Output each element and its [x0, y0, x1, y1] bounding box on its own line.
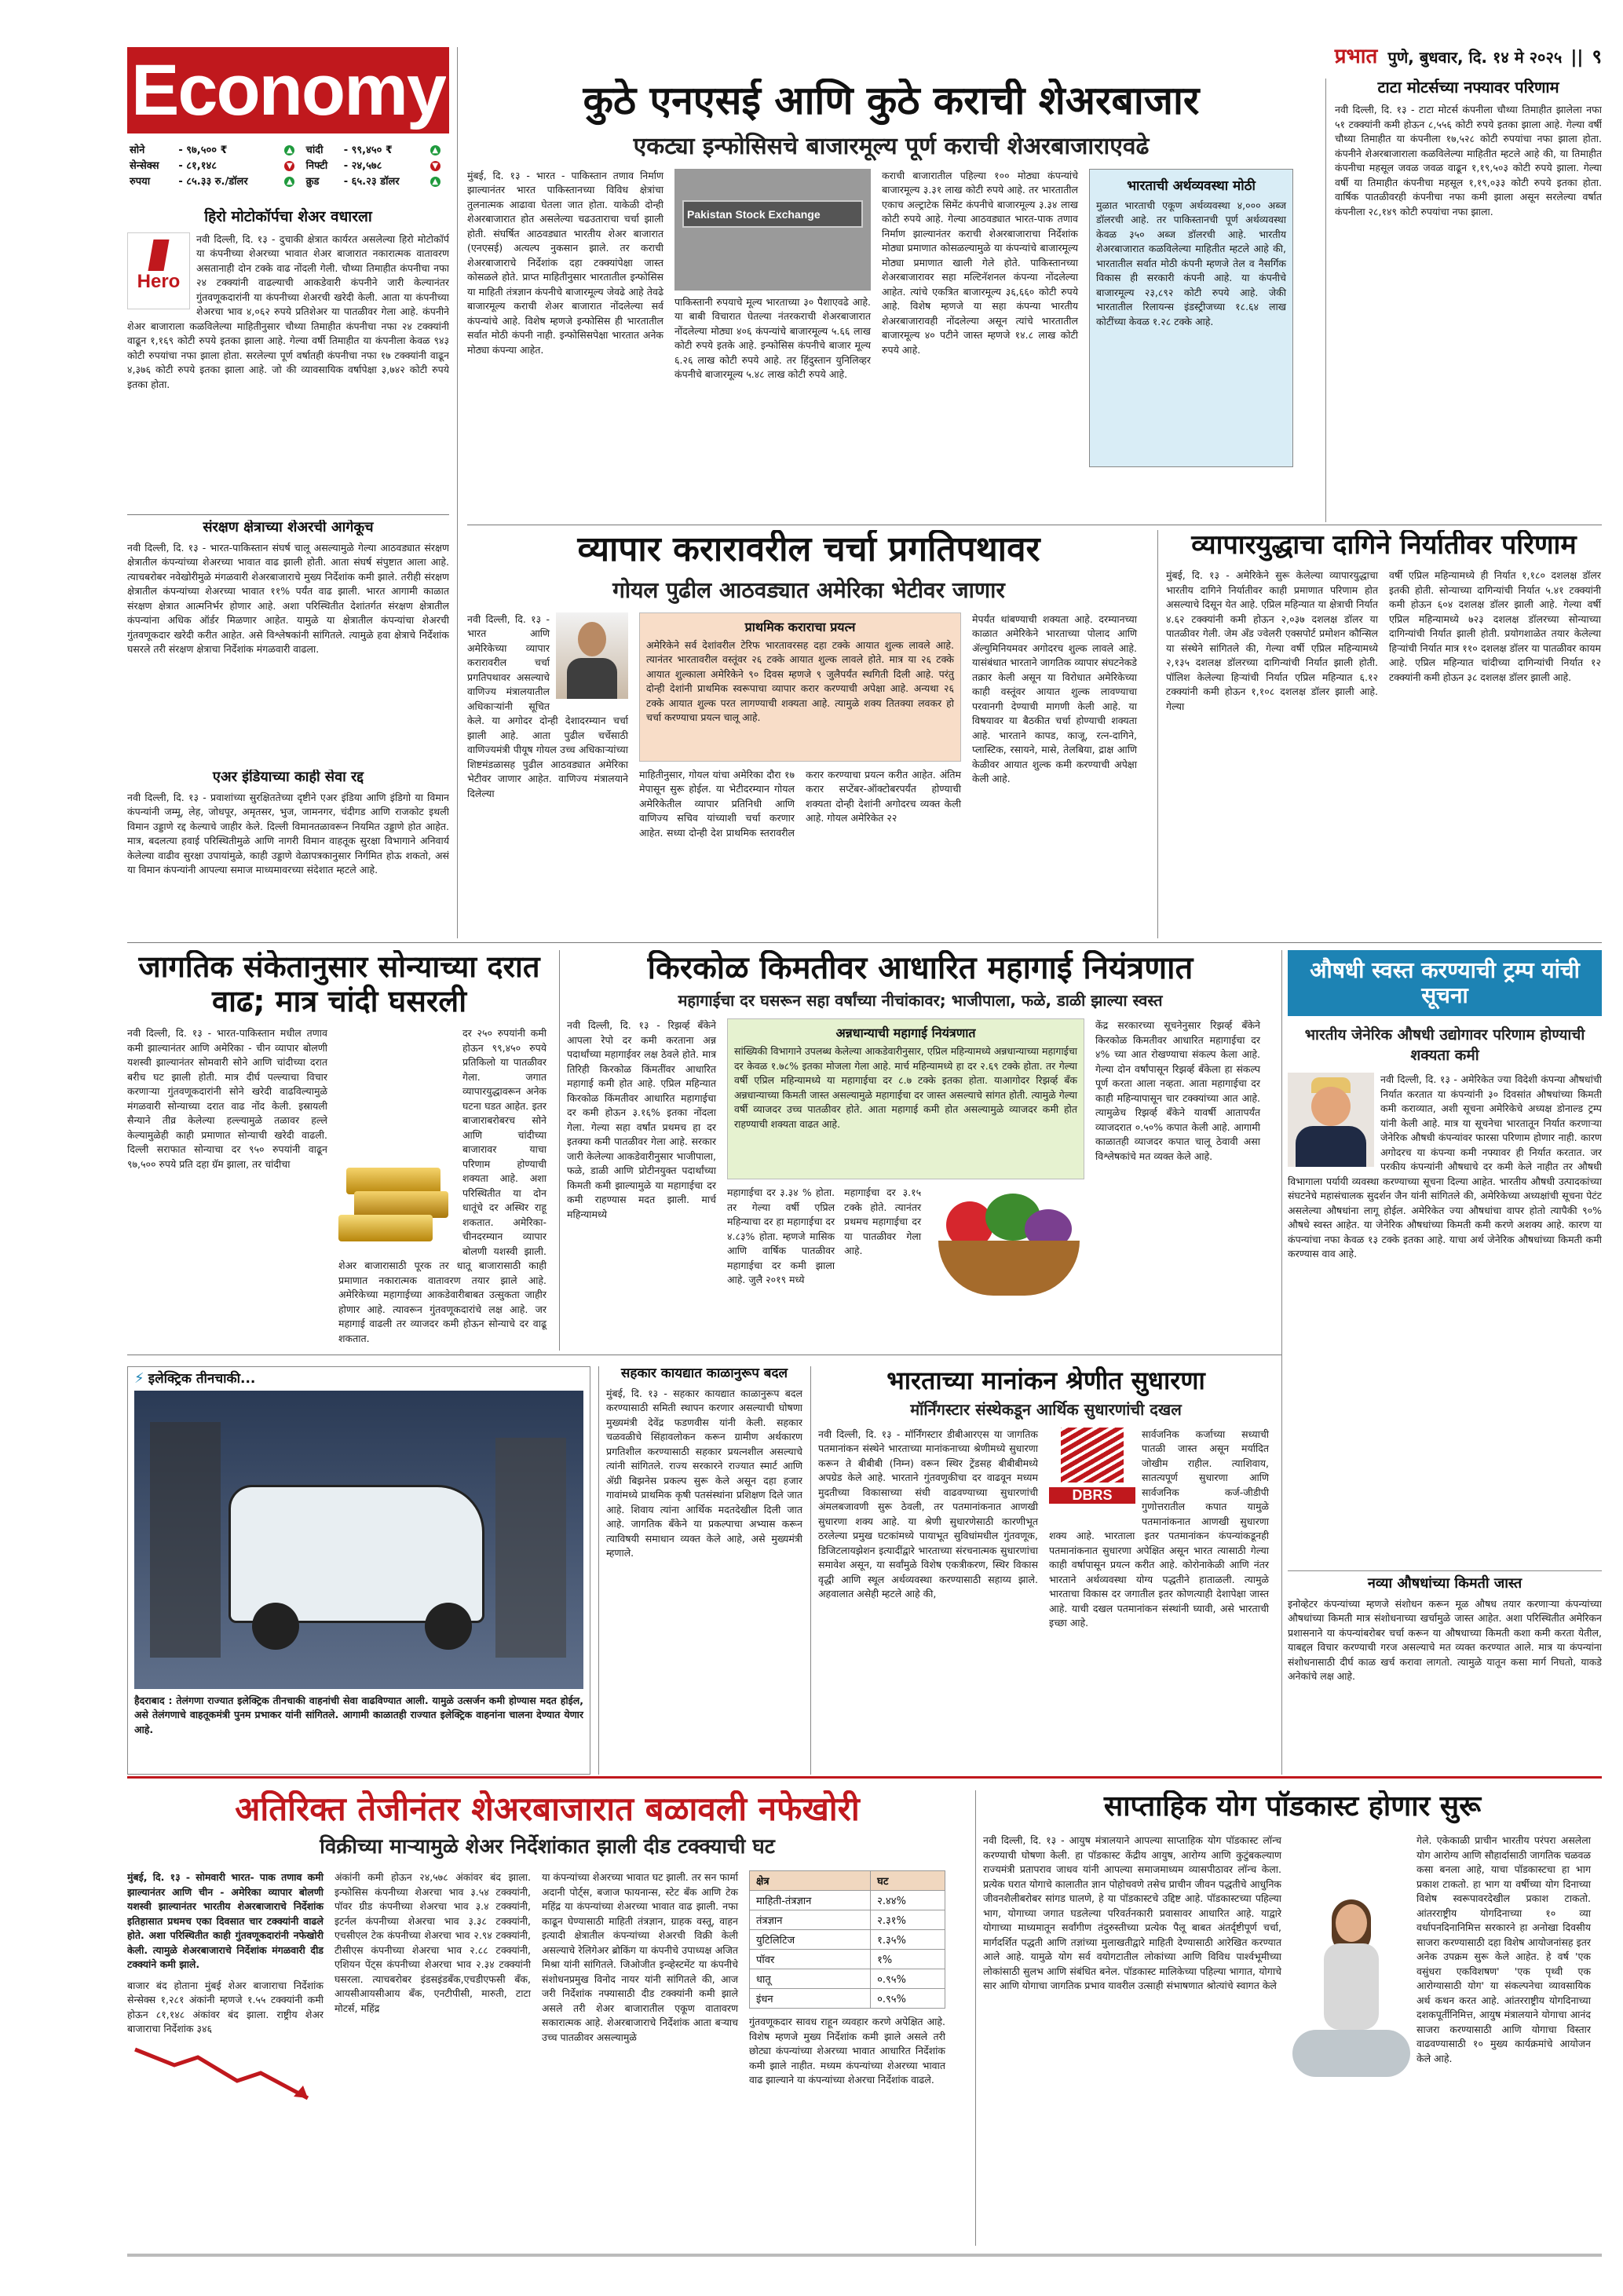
- defence-headline: संरक्षण क्षेत्राच्या शेअरची आगेकूच: [203, 520, 374, 536]
- inflation-box: [727, 1018, 1084, 1179]
- lead-col-3: कराची बाजारातील पहिल्या १०० मोठ्या कंपन्यांचे बाजारमूल्य ३.३१ लाख कोटी रुपये आहे. तर भारतातील एकाच अल्ट्राटेक सिमेंट कंपनीचे बाजारमूल्य ३.३४ लाख कोटी रुपये आहे. गेल्या आठवड्यात भारत-पाक तणाव निर्माण झाल्यानंतर कराची शेअरबाजाराचा निर्देशांक मोठ्या प्रमाणात कोसळल्यामुळे या कंपन्यांचे बाजारमूल्य मोठ्या प्रमाणात खाली गेले होते. पाकिस्तानच्या शेअरबाजारावर सहा मल्टिनॅशनल कंपन्या नोंदलेल्या आहेत. त्यांचे एकत्रित बाजारमूल्य ३६,६६० कोटी रुपये आहे. विशेष म्हणजे या सहा कंपन्या भारतीय शेअरबाजारावही नोंदलेल्या असून त्यांचे भारतातील बाजारमूल्य ४० पटीने जास्त म्हणजे १४.८ लाख कोटी रुपये आहे.: [882, 169, 1078, 356]
- profit-subheadline: विक्रीच्या माऱ्यामुळे शेअर निर्देशांकात झाली दीड टक्क्याची घट: [320, 1835, 775, 1859]
- rating-headline: भारताच्या मानांकन श्रेणीत सुधारणा: [886, 1366, 1205, 1395]
- trade-headline: व्यापार करारावरील चर्चा प्रगतिपथावर: [577, 530, 1040, 569]
- vegetable-basket-image: [930, 1186, 1084, 1303]
- yoga-article: [983, 1790, 1602, 2246]
- photo-sign-text: Pakistan Stock Exchange: [687, 207, 821, 221]
- hero-body: नवी दिल्ली, दि. १३ - दुचाकी क्षेत्रात कार्यरत असलेल्या हिरो मोटोकॉर्प या कंपनीच्या शेअरच्या भावात शेअर बाजारात नकारात्मक वातावरण असतानाही दोन टक्के वाढ नोंदली गेली. चौथ्या तिमाहीत कंपनीचा नफा २४ टक्क्यांनी वाढल्याची आकडेवारी कंपनीने जारी केल्यानंतर गुंतवणूकदारांनी या कंपनीच्या शेअरची खरेदी केली. आता या कंपनीच्या शेअरचा भाव ४,०६२ रुपये प्रतिशेअर या पातळीवर गेला आहे. कंपनीने शेअर बाजाराला कळविलेल्या माहितीनुसार चौथ्या तिमाहीत कंपनीचा नफा २४ टक्क्यांनी वाढून १,१६९ कोटी रुपये इतका झाला आहे. गेल्या वर्षी तिमाहीत या कंपनीला केवळ ९४३ कोटी रुपयांचा नफा झाला होता. सरलेल्या पूर्ण वर्षातही कंपनीचा नफा १७ टक्क्यांनी वाढून ४,३७६ कोटी रुपये इतका झाला आहे. जो की व्यावसायिक वर्षापेक्षा ३,७४२ कोटी रुपये इतका होता.: [127, 232, 449, 390]
- coop-headline: सहकार कायद्यात काळानुरूप बदल: [620, 1366, 788, 1381]
- jewel-col-2: वर्षी एप्रिल महिन्यामध्ये ही निर्यात १,१८० दशलक्ष डॉलर इतकी होती. सोन्याच्या दागिन्यांची निर्यात ५.४१ टक्क्यांनी कमी होऊन ६०४ दशलक्ष डॉलर झाली आहे. गेल्या वर्षी एप्रिल महिन्यामध्ये ७२३ दशलक्ष डॉलरच्या सोन्याच्या दागिन्यांची निर्यात झाली होती. प्रयोगशाळेत तयार केलेल्या हिऱ्यांची निर्यात मात्र ११० दशलक्ष डॉलर या पातळीवर कायम आहे. एप्रिल महिन्यात चांदीच्या दागिन्यांची निर्यात १२ टक्क्यांनी कमी होऊन ३८ दशलक्ष डॉलर झाली आहे.: [1389, 569, 1601, 683]
- gold-headline: जागतिक संकेतानुसार सोन्याच्या दरात वाढ; मात्र चांदी घसरली: [138, 950, 540, 1018]
- gold-col-1: नवी दिल्ली, दि. १३ - भारत-पाकिस्तान मधील तणाव कमी झाल्यानंतर आणि अमेरिका - चीन व्यापार बोलणी यशस्वी झाल्यानंतर सोमवारी सोने आणि चांदीच्या दरात बरीच घट झाली होती. मात्र दीर्घ पल्ल्याचा विचार करणाऱ्या गुंतवणूकदारांनी सोने खरेदी वाढविल्यामुळे मंगळवारी सोन्याच्या दरात वाढ नोंद केली. इस्रायली सैन्याने तीव्र केलेल्या हल्ल्यामुळे तळावर हल्ले केल्यामुळेही काही प्रमाणात सोन्याची खरेदी वाढली. दिल्ली सराफात सोन्याचा दर ९५० रुपयांनी वाढून ९७,५०० रुपये प्रति दहा ग्रॅम झाला, तर चांदीचा: [127, 1027, 327, 1170]
- brand-name: प्रभात: [1334, 45, 1378, 68]
- arrow-up-icon: ▲: [430, 145, 440, 155]
- yoga-headline: साप्ताहिक योग पॉडकास्ट होणार सुरू: [1103, 1790, 1482, 1823]
- ev-headline: इलेक्ट्रिक तीनचाकी...: [148, 1371, 256, 1387]
- market-value: - ९९,४५० ₹: [343, 144, 393, 156]
- jewel-headline: व्यापारयुद्धाचा दागिने निर्यातीवर परिणाम: [1191, 530, 1577, 561]
- table-row: माहिती-तंत्रज्ञान २.४४%: [750, 1891, 945, 1910]
- sector-decline-table: [749, 1870, 945, 2009]
- lead-article: [467, 79, 1315, 526]
- ev-caption: हैदराबाद : तेलंगणा राज्यात इलेक्ट्रिक तीनचाकी वाहनांची सेवा वाढविण्यात आली. यामुळे उत्सर्जन कमी होण्यास मदत होईल, असे तेलंगणाचे वाहतूकमंत्री पुनम प्रभाकर यांनी सांगितले. आगामी काळातही राज्यात इलेक्ट्रिक वाहनांना चालना देण्यात येणार आहे.: [134, 1694, 583, 1735]
- inflation-col-3: महागाईचा दर ३.१५ टक्के होते. त्यानंतर प्रथमच महागाईचा दर या पातळीवर गेला आहे.: [844, 1186, 922, 1256]
- inflation-headline: किरकोळ किमतीवर आधारित महागाई नियंत्रणात: [647, 950, 1193, 986]
- trade-box-title: प्राथमिक कराराचा प्रयत्न: [744, 619, 856, 634]
- market-value: - ८५.३३ रु./डॉलर: [178, 176, 248, 188]
- arrow-up-icon: ▲: [430, 177, 440, 187]
- market-name: सोने: [130, 144, 145, 156]
- trump-title-box: [1288, 950, 1602, 1016]
- lead-sidebox-title: भारताची अर्थव्यवस्था मोठी: [1127, 177, 1256, 194]
- ev-title-bar: [128, 1367, 590, 1391]
- rating-col-2: सार्वजनिक कर्जाच्या सध्याची पातळी जास्त असून मर्यादित जोखीम राहील. त्याशिवाय, सातत्यपूर्ण सुधारणा आणि सार्वजनिक कर्ज-जीडीपी गुणोत्तरातील कपात यामुळे पतमानांकनात आणखी सुधारणा शक्य आहे. भारताला इतर पतमानांकन कंपन्यांकडूनही पतमानांकनात सुधारणा अपेक्षित असून भारत त्यासाठी गेल्या काही वर्षापासून प्रयत्न करीत आहे. कोरोनाकेळी आणि नंतर भारताने अर्थव्यवस्था योग्य पद्धतीने हाताळली. त्यामुळे भारताचा विकास दर जगातील इतर कोणत्याही देशापेक्षा जास्त आहे. याची दखल पतमानांकन संस्थांनी घ्यावी, असे भारताची इच्छा आहे.: [1049, 1428, 1269, 1629]
- profit-article: [127, 1790, 967, 2246]
- lead-sidebox: [1089, 169, 1293, 467]
- inflation-subheadline: महागाईचा दर घसरून सहा वर्षांच्या नीचांकावर; भाजीपाला, फळे, डाळी झाल्या स्वस्त: [678, 991, 1163, 1010]
- profit-col-2: अंकांनी कमी होऊन २४,५७८ अंकांवर बंद झाला. इन्फोसिस कंपनीच्या शेअरचा भाव ३.५४ टक्क्यांनी, पॉवर ग्रीड कंपनीच्या शेअरचा भाव ३.४ टक्क्यांनी, इटर्नल कंपनीच्या शेअरचा भाव ३.३८ टक्क्यांनी, एचसीएल टेक कंपनीच्या शेअरचा भाव २.९४ टक्क्यांनी, टीसीएस कंपनीच्या शेअरचा भाव २.८८ टक्क्यांनी, एशियन पेंट्स कंपनीच्या शेअरचा भाव २.३४ टक्क्यांनी घसरला. त्याचबरोबर इंडसइंडबँक,एचडीएफसी बँक, आयसीआयसीआय बँक, एनटीपीसी, मारुती, टाटा मोटर्स, महिंद्र: [334, 1871, 531, 2014]
- table-row: इंधन ०.९५%: [750, 1989, 945, 2009]
- gold-col-2: दर २५० रुपयांनी कमी होऊन ९९,४५० रुपये प्रतिकिलो या पातळीवर गेला. जगात व्यापारयुद्धावरून अनेक घटना घडत आहेत. इतर बाजाराबरोबरच सोने आणि चांदीच्या बाजारावर याचा परिणाम होण्याची शक्यता आहे. अशा परिस्थितीत या दोन धातूंचे दर अस्थिर राहू शकतात. अमेरिका-चीनदरम्यान व्यापार बोलणी यशस्वी झाली. शेअर बाजारासाठी पूरक तर धातू बाजारासाठी काही प्रमाणात नकारात्मक वातावरण तयार झाले आहे. अमेरिकेच्या महागाईच्या आकडेवारीबाबत उत्सुकता जाहीर होणार आहे. त्यावरून गुंतवणूकदारांचे लक्ष आहे. जर महागाई वाढली तर व्याजदर कमी होऊन सोन्याचे दर वाढू शकतात.: [338, 1027, 546, 1344]
- yoga-col-1: नवी दिल्ली, दि. १३ - आयुष मंत्रालयाने आपल्या साप्ताहिक योग पॉडकास्ट लॉन्च करण्याची घोषणा केली. हा पॉडकास्ट केंद्रीय आयुष, आरोग्य आणि कुटुंबकल्याण राज्यमंत्री प्रतापराव जाधव यांनी आपल्या समाजमाध्यम व्यासपीठावर लॉन्च केला. प्रत्येक घरात योगाचे कालातीत ज्ञान पोहोचवणे तसेच प्राचीन जीवन पद्धतीचे आधुनिक जीवनशैलीबरोबर सांगड घालणे, हे या पॉडकास्टचे उद्दिष्ट आहे. पॉडकास्टच्या पहिल्या भाग, योगाच्या जगात घडलेल्या परिवर्तनकारी प्रवासावर आधारित आहे. याद्वारे योगाच्या माध्यमातून सर्वांगीण तंदुरुस्तीच्या प्रत्येक पैलू बाबत अंतर्दृष्टीपूर्ण चर्चा, मार्गदर्शित पद्धती आणि तज्ञांच्या मुलाखतीद्वारे माहिती देण्यासाठी आरेखित करण्यात आले आहे. यामुळे योग सर्व वयोगटातील लोकांच्या आणि विविध पार्श्वभूमीच्या लोकांसाठी सुलभ आणि संबंधित बनेल. पॉडकास्ट मालिकेच्या पहिल्या भागात, योगाचे सार आणि योगाचा जागतिक प्रभाव यावरील उत्साही संभाषणात श्रोत्यांचे स्वागत केले: [983, 1834, 1281, 1992]
- page-number: ९: [1592, 46, 1602, 68]
- coop-body: मुंबई, दि. १३ - सहकार कायद्यात काळानुरूप बदल करण्यासाठी समिती स्थापन करणार असल्याची घोषणा मुख्यमंत्री देवेंद्र फडणवीस यांनी केली. सहकार चळवळीचे सिंहावलोकन करून ग्रामीण अर्थकारण प्रगतिशील करण्यासाठी सहकार प्रयत्नशील असल्याचे त्यांनी सांगितले. राज्य सरकारने राज्यात स्मार्ट आणि ॲग्री बिझनेस प्रकल्प सुरू केले असून दहा हजार गावांमध्ये प्राथमिक कृषी पतसंस्थांना प्रशिक्षण दिले जात आहे. शिवाय त्यांना आर्थिक मदतदेखील दिली जात आहे. जागतिक बँकेने या प्रकल्पाचा अभ्यास करून त्याविषयी समाधान व्यक्त केले आहे, असे मुख्यमंत्री म्हणाले.: [606, 1387, 802, 1559]
- trump-headline: औषधी स्वस्त करण्याची ट्रम्प यांची सूचना: [1310, 957, 1580, 1009]
- trade-col-1: नवी दिल्ली, दि. १३ - भारत आणि अमेरिकेच्या व्यापार करारावरील चर्चा प्रगतिपथावर असल्याचे वाणिज्य मंत्रालयातील अधिकाऱ्यांनी सूचित केले. या अगोदर दोन्ही देशादरम्यान चर्चा झाली आहे. आता पुढील चर्चेसाठी वाणिज्यमंत्री पीयूष गोयल उच्च अधिकाऱ्यांच्या शिष्टमंडळासह पुढील आठवड्यात अमेरिका भेटीवर जाणार आहेत. वाणिज्य मंत्रालयाने दिलेल्या: [467, 612, 628, 799]
- newmed-headline: नव्या औषधांच्या किमती जास्त: [1367, 1575, 1522, 1592]
- table-row: युटिलिटिज १.३५%: [750, 1930, 945, 1950]
- gold-article: [127, 950, 551, 1351]
- profit-col-3: या कंपन्यांच्या शेअरच्या भावात घट झाली. तर सन फार्मा अदानी पोर्ट्स, बजाज फायनान्स, स्टेट बँक आणि टेक महिंद्र या कंपन्यांच्या शेअरच्या भावात वाढ झाली. नफा काढून घेण्यासाठी माहिती तंत्रज्ञान, ग्राहक वस्तू, वाहन इत्यादी क्षेत्रातील कंपन्यांच्या शेअरची विक्री केली असल्याचे रेलिगेअर ब्रोकिंग या कंपनीचे उपाध्यक्ष अजित मिश्रा यांनी सांगितले. जिओजीत इन्व्हेस्टमेंट या कंपनीचे संशोधनप्रमुख विनोद नायर यांनी सांगितले की, आज जरी निर्देशांक नफ्यासाठी दीड टक्क्यांनी कमी झाले असले तरी शेअर बाजारातील एकूण वातावरण सकारात्मक आहे. शेअरबाजाराचे निर्देशांक आता बऱ्याच उच्च पातळीवर असल्यामुळे: [542, 1871, 738, 2043]
- hero-headline: हिरो मोटोकॉर्पचा शेअर वधारला: [204, 208, 372, 225]
- arrow-up-icon: ▲: [284, 145, 294, 155]
- market-value: - ९७,५०० ₹: [178, 144, 228, 156]
- dateline: पुणे, बुधवार, दि. १४ मे २०२५: [1387, 48, 1563, 67]
- market-value: - ८१,१४८: [178, 160, 217, 172]
- rating-subheadline: मॉर्निंगस्टार संस्थेकडून आर्थिक सुधारणांची दखल: [910, 1399, 1182, 1419]
- tata-article: [1335, 79, 1602, 522]
- lead-col-1: मुंबई, दि. १३ - भारत - पाकिस्तान तणाव निर्माण झाल्यानंतर भारत पाकिस्तानच्या विविध क्षेत्रांचा तुलनात्मक आढावा घेतला जात होता. याकेळी दोन्ही शेअरबाजारात होत असलेल्या चढउताराचा चर्चा झाली होती. संघर्षित आठवड्यात भारतीय शेअर बाजारात (एनएसई) अत्यल्प नुकसान झाले. तर कराची शेअरबाजाराचे निर्देशांक दहा टक्क्यांपेक्षा जास्त कोसळले होते. प्राप्त माहितीनुसार भारतातील इन्फोसिस या माहिती तंत्रज्ञान कंपनीचे बाजारमूल्य जेवढे आहे तेवढे बाजारमूल्य कराची शेअर बाजारात नोंदलेल्या सर्व कंपन्यांचे आहे. विशेष म्हणजे इन्फोसिस ही भारतातील सर्वात मोठी कंपनी नाही. इन्फोसिसपेक्षा भारतात अनेक मोठ्या कंपन्या आहेत.: [467, 169, 663, 356]
- hero-logo: [127, 232, 190, 309]
- trade-col-3: मेपर्यंत थांबण्याची शक्यता आहे. दरम्यानच्या काळात अमेरिकेने भारताच्या पोलाद आणि ॲल्युमिनियमवर अगोदरच शुल्क लावले आहे. यासंबंधात भारताने जागतिक व्यापार संघटनेकडे तक्रार केली असून या विरोधात अमेरिकेच्या काही वस्तूंवर आयात शुल्क लावण्याचा परवानगी देण्याची मागणी केली आहे. या विषयावर या बैठकीत चर्चा होण्याची शक्यता आहे. भारताने कापड, काजू, रत्न-दागिने, प्लास्टिक, रसायने, मासे, तेलबिया, द्राक्ष आणि केळीवर आयात शुल्क कमी करण्याची अपेक्षा केली आहे.: [972, 612, 1137, 785]
- ev-photo-feature: [127, 1366, 590, 1775]
- inflation-col-4: केंद्र सरकारच्या सूचनेनुसार रिझर्व्ह बँकेने किरकोळ किमतीवर आधारित महागाईचा दर ४% च्या आत रोखण्याचा संकल्प केला आहे. गेल्या दोन वर्षांपासून रिझर्व्ह बँकेला हा संकल्प पूर्ण करता आला नव्हता. आता महागाईचा दर काही महिन्यापासून चार टक्क्यांच्या आत आहे. त्यामुळेच रिझर्व्ह बँकेने यावर्षी आतापर्यंत व्याजदरात ०.५०% कपात केली आहे. आगामी काळातही व्याजदर कपात चालू ठेवावी असा विश्लेषकांचे मत व्यक्त केले आहे.: [1095, 1019, 1260, 1162]
- section-banner: [127, 47, 449, 133]
- bolt-icon: ⚡: [134, 1370, 144, 1387]
- table-row: तंत्रज्ञान २.३१%: [750, 1910, 945, 1930]
- trade-box: [639, 612, 961, 762]
- arrow-down-icon: ▼: [430, 161, 440, 171]
- jewel-article: [1166, 530, 1602, 938]
- profit-col-4: गुंतवणूकदार सावध राहून व्यवहार करणे अपेक्षित आहे. विशेष म्हणजे मुख्य निर्देशांक कमी झाले असले तरी छोट्या कंपन्यांच्या शेअरच्या भावात आधारित निर्देशांक कमी झाले नाहीत. मध्यम कंपन्यांच्या शेअरच्या भावात वाढ झाल्याने या कंपन्यांच्या शेअरचा निर्देशांक वाढले.: [749, 2016, 945, 2086]
- hero-logo-text: Hero: [137, 270, 181, 292]
- newmed-article: [1288, 1570, 1602, 1775]
- airindia-body: नवी दिल्ली, दि. १३ - प्रवाशांच्या सुरक्षिततेच्या दृष्टीने एअर इंडिया आणि इंडिगो या विमान कंपन्यांनी जम्मू, लेह, जोधपूर, अमृतसर, भुज, जामनगर, चंदीगड आणि राजकोट इथली विमान उड्डाणे रद्द केल्याचे जाहीर केले. दिल्ली विमानतळावरून नियमित उड्डाणे होत आहेत. मात्र, बदलत्या हवाई परिस्थितीमुळे आणि नागरी विमान वाहतूक सुरक्षा विभागाने अनिवार्य केलेल्या वाढीव सुरक्षा उपायांमुळे, काही उड्डाणे वेळापत्रकानुसार निर्गमित होऊ शकतो, असं या विमान कंपन्यांनी आपल्या समाज माध्यमावरच्या संदेशात म्हटले आहे.: [127, 791, 449, 876]
- trade-box-body: अमेरिकेने सर्व देशांवरील टेरिफ भारतावरसह दहा टक्के आयात शुल्क लावले आहे. त्यानंतर भारतावरील वस्तूंवर २६ टक्के आयात शुल्क लावले होते. मात्र या २६ टक्के आयात शुल्काला अमेरिकेने ९० दिवस म्हणजे ९ जुलैपर्यंत स्थगिती दिली आहे. परंतु दोन्ही देशांनी प्राथमिक स्वरूपाचा व्यापार करार करण्याची अपेक्षा आहे. अन्यथा २६ टक्के आयात शुल्क परत लागण्याची शक्यता आहे. त्यामुळे शक्य तितक्या लवकर हो चर्चा करण्याचा प्रयत्न चालू आहे.: [646, 638, 954, 724]
- dbrs-logo: [1049, 1428, 1135, 1514]
- coop-article: [606, 1366, 802, 1775]
- trade-col-2: माहितीनुसार, गोयल यांचा अमेरिका दौरा १७ मेपासून सुरू होईल. या भेटीदरम्यान गोयल अमेरिकेतील व्यापार प्रतिनिधी आणि वाणिज्य सचिव यांच्याशी चर्चा करणार आहेत. सध्या दोन्ही देश प्राथमिक स्तरावरील करार करण्याचा प्रयत्न करीत आहेत. अंतिम करार सप्टेंबर-ऑक्टोबरपर्यंत होण्याची शक्यता दोन्ही देशांनी अगोदरच व्यक्त केली आहे. गोयल अमेरिकेत २२: [639, 768, 961, 839]
- profit-headline: अतिरिक्त तेजीनंतर शेअरबाजारात बळावली नफेखोरी: [235, 1790, 860, 1828]
- trump-article: [1288, 950, 1602, 1570]
- goyal-photo: [556, 612, 628, 699]
- rating-col-1: नवी दिल्ली, दि. १३ - मॉर्निंगस्टार डीबीआरएस या जागतिक पतमानांकन संस्थेने भारताच्या मानांकनाच्या श्रेणीमध्ये सुधारणा करून ते बीबीबी (निम्न) वरून स्थिर ट्रेंडसह बीबीबीमध्ये अपग्रेड केले आहे. भारताने गुंतवणुकीचा दर वाढवून मध्यम मुदतीच्या विकासाच्या संधी वाढवण्याच्या सुधारणांची अंमलबजावणी सुरू ठेवली, तर पतमानांकनात आणखी सुधारणा शक्य आहे. या श्रेणी सुधारणेसाठी कारणीभूत ठरलेल्या प्रमुख घटकांमध्ये पायाभूत सुविधांमधील गुंतवणूक, डिजिटलायझेशन इत्यादींद्वारे भारताच्या संरचनात्मक सुधारणांचा समावेश असून, या सर्वांमुळे विशेष एकत्रीकरण, स्थिर विकास वृद्धी आणि स्थूल अर्थव्यवस्था करण्यासाठी सहाय्य झाले. अहवालात असेही म्हटले आहे की,: [818, 1428, 1038, 1600]
- defence-article: [127, 520, 449, 765]
- market-name: क्रुड: [305, 176, 320, 188]
- trade-article: [467, 530, 1150, 938]
- falling-arrow-icon: [127, 2042, 324, 2104]
- market-value: - २४,५७८: [343, 160, 382, 172]
- dbrs-logo-text: DBRS: [1049, 1487, 1135, 1504]
- inflation-col-2: महागाईचा दर ३.३४ % होता. तर गेल्या वर्षी एप्रिल महिन्याचा दर हा महागाईचा दर ४.८३% होता. म्हणजे मासिक आणि वार्षिक पातळीवर महागाईचा दर कमी झाला आहे. जुलै २०१९ मध्ये: [727, 1186, 835, 1285]
- arrow-up-icon: ▲: [284, 177, 294, 187]
- inflation-article: [567, 950, 1274, 1351]
- ev-photo: [134, 1391, 583, 1689]
- market-value: - ६५.२३ डॉलर: [343, 176, 400, 188]
- airindia-article: [127, 770, 449, 934]
- masthead-right: प्रभात पुणे, बुधवार, दि. १४ मे २०२५ || ९: [1334, 45, 1602, 68]
- market-name: निफ्टी: [305, 160, 328, 172]
- profit-lead-2: बाजार बंद होताना मुंबई शेअर बाजाराचा निर्देशांक सेन्सेक्स १,२८१ अंकांनी म्हणजे १.५५ टक्क्यांनी कमी होऊन ८१,१४८ अंकांवर बंद झाला. राष्ट्रीय शेअर बाजाराचा निर्देशांक ३४६: [127, 1979, 324, 2035]
- section-title: Economy: [130, 50, 446, 130]
- table-row: पॉवर १%: [750, 1950, 945, 1969]
- market-name: रुपया: [130, 176, 151, 188]
- yoga-col-2: गेले. एकेकाळी प्राचीन भारतीय परंपरा असलेला योग आरोग्य आणि सौहार्दासाठी जागतिक चळवळ कसा बनला आहे, याचा पॉडकास्टचा हा भाग प्रकाश टाकतो. हा भाग या वर्षीच्या योग दिनाच्या विशेष स्वरूपावरदेखील प्रकाश टाकतो. आंतरराष्ट्रीय योगदिनाच्या १० व्या वर्धापनदिनानिमित्त सरकारने हा अनोखा दिवसीय साजरा करण्यासाठी दहा विशेष आयोजनांसह इतर अनेक उपक्रम सुरू केले आहेत. हे वर्ष 'एक वसुंधरा एकविशषण' 'एक पृथ्वी एक आरोग्यासाठी योग' या संकल्पनेचा व्यावसायिक अर्थ कथन करत आहे. आंतरराष्ट्रीय योगदिनाच्या दशकपूर्तीनिमित्त, आयुष मंत्रालयाने योगाचा आनंद साजरा करण्यासाठी आणि योगाचा विस्तार वाढवण्यासाठी १० मुख्य कार्यक्रमांचे आयोजन केले आहे.: [1416, 1834, 1591, 2064]
- tata-body: नवी दिल्ली, दि. १३ - टाटा मोटर्स कंपनीला चौथ्या तिमाहीत झालेला नफा ५१ टक्क्यांनी कमी होऊन ८,५५६ कोटी रुपये इतका झाला आहे. गेल्या वर्षी चौथ्या तिमाहीत या कंपनीला १७,५२८ कोटी रुपयांचा नफा झाला होता. कंपनीने शेअरबाजाराला कळविलेल्या माहितीत म्हटले आहे की, या तिमाहीत कंपनीचा महसूल जवळ जवळ वाढून १,१९,५०३ कोटी रुपये झाला. गेल्या वर्षी या तिमाहीत कंपनीचा महसूल १,१९,०३३ कोटी रुपये इतका होता. वार्षिक पातळीवरही कंपनीचा नफा कमी झाला असून सरलेल्या वर्षात कंपनीला २८,१४९ कोटी रुपयांचा नफा झाला.: [1335, 104, 1602, 218]
- trump-body: नवी दिल्ली, दि. १३ - अमेरिकेत ज्या विदेशी कंपन्या औषधांची निर्यात करतात या कंपन्यांनी ३० दिवसांत औषधांच्या किमती कमी कराव्यात, अशी सूचना अमेरिकेचे अध्यक्ष डोनाल्ड ट्रम्प यांनी केली आहे. मात्र या सूचनेचा भारतातून निर्यात करणाऱ्या जेनेरिक औषधी कंपन्यांवर फारसा परिणाम होणार नाही. कारण अगोदरच या कंपन्या कमी नफ्यावर ही निर्यात करतात. जर परकीय कंपन्यांनी औषधाचे दर कमी केले नाहीत तर औषधी विभागाला पर्यायी व्यवस्था करण्याच्या सूचना दिल्या आहेत. भारतीय औषधी उत्पादकांच्या संघटनेचे महासंचालक सुदर्शन जैन यांनी सांगितले की, अमेरिकेच्या अध्यक्षांची सूचना पेटंट असलेल्या औषधांना लागू होईल. अमेरिकेत ज्या औषधांचा वापर होतो त्यापैकी ९०% औषधे स्वस्त आहेत. या जेनेरिक औषधांच्या किमती कमी करणे अशक्य आहे. कारण या कंपन्यांचा नफा केवळ १३ टक्के इतका आहे. याचा अर्थ जेनेरिक औषधांच्या किमती कमी करण्यास वाव आहे.: [1288, 1073, 1602, 1260]
- market-name: सेन्सेक्स: [130, 160, 159, 172]
- arrow-down-icon: ▼: [284, 161, 294, 171]
- airindia-headline: एअर इंडियाच्या काही सेवा रद्द: [212, 770, 364, 785]
- rating-article: [818, 1366, 1274, 1775]
- gold-bars-image: [338, 1121, 456, 1246]
- trump-photo: [1288, 1073, 1374, 1167]
- tata-headline: टाटा मोटर्सच्या नफ्यावर परिणाम: [1377, 79, 1559, 97]
- trade-subheadline: गोयल पुढील आठवड्यात अमेरिका भेटीवर जाणार: [612, 576, 1005, 603]
- lead-photo-caption: पाकिस्तानी रुपयाचे मूल्य भारताच्या ३० पैशाएवढे आहे. या बाबी विचारात घेतल्या नंतरकराची शेअरबाजारात नोंदलेल्या मोठ्या ४०६ कंपन्यांचे बाजारमूल्य ५.६६ लाख कोटी रुपये इतके आहे. इन्फोसिस कंपनीचे बाजार मूल्य ६.२६ लाख कोटी रुपये आहे. तर हिंदुस्तान युनिलिव्हर कंपनीचे बाजारमूल्य ५.४८ लाख कोटी रुपये आहे.: [674, 295, 871, 380]
- market-name: चांदी: [305, 144, 324, 156]
- yoga-woman-image: [1292, 1904, 1410, 2140]
- inflation-col-1: नवी दिल्ली, दि. १३ - रिझर्व्ह बँकेने आपला रेपो दर कमी करताना अन्न पदार्थांच्या महागाईवर लक्ष ठेवले होते. मात्र तिरिही किरकोळ किंमतींवर आधारित महागाई कमी होत आहे. एप्रिल महिन्यात किरकोळ किंमतीवर आधारित महागाईचा दर कमी होऊन ३.१६% इतका नोंदला गेला. गेल्या सहा वर्षांत प्रथमच हा दर इतक्या कमी पातळीवर गेला आहे. सरकार जारी केलेल्या आकडेवारीनुसार भाजीपाला, फळे, डाळी आणि प्रोटीनयुक्त पदार्थांच्या किमती कमी झाल्यामुळे या महागाईचा दर कमी राहण्यास मदत झाली. मार्च महिन्यामध्ये: [567, 1019, 716, 1220]
- jewel-col-1: मुंबई, दि. १३ - अमेरिकेने सुरू केलेल्या व्यापारयुद्धाचा भारतीय दागिने निर्यातीवर काही प्रमाणात परिणाम होत असल्याचे दिसून येत आहे. एप्रिल महिन्यात या क्षेत्राची निर्यात ४.६२ टक्क्यांनी कमी होऊन २,०३७ दशलक्ष डॉलर या पातळीवर गेली. जेम अँड ज्वेलरी एक्सपोर्ट प्रमोशन कौन्सिल या संस्थेने सांगितले की, गेल्या वर्षी एप्रिल महिन्यामध्ये २,१३५ दशलक्ष डॉलरच्या दागिन्यांची निर्यात झाली होती. पॉलिश केलेल्या हिऱ्यांची निर्यात एप्रिल महिन्यात ६.१२ टक्क्यांनी कमी होऊन १,१०८ दशलक्ष डॉलर झाली आहे. गेल्या: [1166, 569, 1378, 712]
- lead-sidebox-body: मुळात भारताची एकूण अर्थव्यवस्था ४,००० अब्ज डॉलरची आहे. तर पाकिस्तानची पूर्ण अर्थव्यवस्था केवळ ३५० अब्ज डॉलरची आहे. भारतीय शेअरबाजारात कळविलेल्या माहितीत म्हटले आहे की, भारतातील सर्वात मोठी कंपनी म्हणजे तेल व नैसर्गिक विकास ही सरकारी कंपनी आहे. या कंपनीचे बाजारमूल्य २३,८९२ कोटी रुपये आहे. जेकी भारतातील रिलायन्स इंडस्ट्रीजच्या १८.६४ लाख कोटींच्या केवळ १.२८ टक्के आहे.: [1096, 199, 1286, 327]
- table-row: धातू ०.९५%: [750, 1969, 945, 1989]
- newmed-body: इनोव्हेटर कंपन्यांच्या म्हणजे संशोधन करून मूळ औषध तयार करणाऱ्या कंपन्यांच्या औषधांच्या किमती मात्र संशोधनाच्या खर्चामुळे जास्त आहेत. अशा परिस्थितीत अमेरिकन प्रशासनाने या कंपन्यांबरोबर चर्चा करून या औषधाच्या किमती कशा कमी करता येतील, याबद्दल विचार करण्याची गरज असल्याचे मत व्यक्त करण्यात आले. मात्र या कंपन्यांना संशोधनासाठी दीर्घ काळ खर्च करावा लागतो. त्यामुळे यातून कसा मार्ग निघतो, याकडे अनेकांचे लक्ष आहे.: [1288, 1597, 1602, 1683]
- inflation-box-body: सांख्यिकी विभागाने उपलब्ध केलेल्या आकडेवारीनुसार, एप्रिल महिन्यामध्ये अन्नधान्याच्या महागाईचा दर केवळ १.७८% इतका मोजला गेला आहे. मार्च महिन्यामध्ये हा दर २.६९ टक्के होता. तर गेल्या वर्षी एप्रिल महिन्यामध्ये या महागाईचा दर ८.७ टक्के इतका होता. याआगोदर रिझर्व्ह बँक अन्नधान्याच्या किमती जास्त असल्यामुळे महागाईचा दर जास्त असल्याचे सांगत होती. त्यामुळे गेल्या वर्षी व्याजदर उच्च पातळीवर होते. आता महागाई कमी होत असल्यामुळे व्याजदर कमी होत राहण्याची शक्यता वाढत आहे.: [734, 1045, 1077, 1130]
- defence-body: नवी दिल्ली, दि. १३ - भारत-पाकिस्तान संघर्ष चालू असल्यामुळे गेल्या आठवड्यात संरक्षण क्षेत्रातील कंपन्यांच्या शेअरच्या भावात वाढ झाली होती. आता संघर्ष संपुष्टात आला आहे. त्याचबरोबर नवेखोरीमुळे मंगळवारी शेअरबाजाराचे मुख्य निर्देशांक कमी झाले. तरीही संरक्षण क्षेत्रातील कंपन्यांच्या शेअरच्या भावात ११% पर्यंत वाढ झाली. भारत आगामी काळात संरक्षण क्षेत्रात आत्मनिर्भर होणार आहे. अशा परिस्थितीत देशांतर्गत संरक्षण क्षेत्रातील कंपन्यांना अधिक ऑर्डर मिळणार आहेत. यामुळे या क्षेत्रातील कंपन्यांचा शेअरची गुंतवणूकदार खरेदी करीत आहेत. असे विश्लेषकांनी सांगितले. त्यामुळे हवा क्षेत्राचे निर्देशांक घसरले तरी संरक्षण क्षेत्राचा निर्देशांक मंगळवारी वाढला.: [127, 541, 449, 656]
- table-row: क्षेत्र घट: [750, 1871, 945, 1891]
- trump-subheadline: भारतीय जेनेरिक औषधी उद्योगावर परिणाम होण्याची शक्यता कमी: [1304, 1026, 1585, 1065]
- market-ticker: [127, 141, 449, 206]
- lead-headline: कुठे एनएसई आणि कुठे कराची शेअरबाजार: [583, 79, 1200, 123]
- hero-article: [127, 206, 449, 512]
- profit-lead: मुंबई, दि. १३ - सोमवारी भारत- पाक तणाव कमी झाल्यानंतर आणि चीन - अमेरिका व्यापार बोलणी यशस्वी झाल्यानंतर भारतीय शेअरबाजाराचे निर्देशांक इतिहासात प्रथमच एका दिवसात चार टक्क्यांनी वाढले होते. अशा परिस्थितीत काही गुंतवणूकदारांनी नफेखोरी केली. त्यामुळे शेअरबाजाराचे निर्देशांक मंगळवारी दीड टक्क्यांने कमी झाले.: [127, 1871, 324, 1971]
- falling-chart-image: [127, 2042, 324, 2104]
- pakistan-exchange-photo: [674, 169, 871, 291]
- lead-subheadline: एकट्या इन्फोसिसचे बाजारमूल्य पूर्ण कराची शेअरबाजाराएवढे: [633, 132, 1150, 160]
- inflation-box-title: अन्नधान्याची महागाई नियंत्रणात: [835, 1026, 976, 1040]
